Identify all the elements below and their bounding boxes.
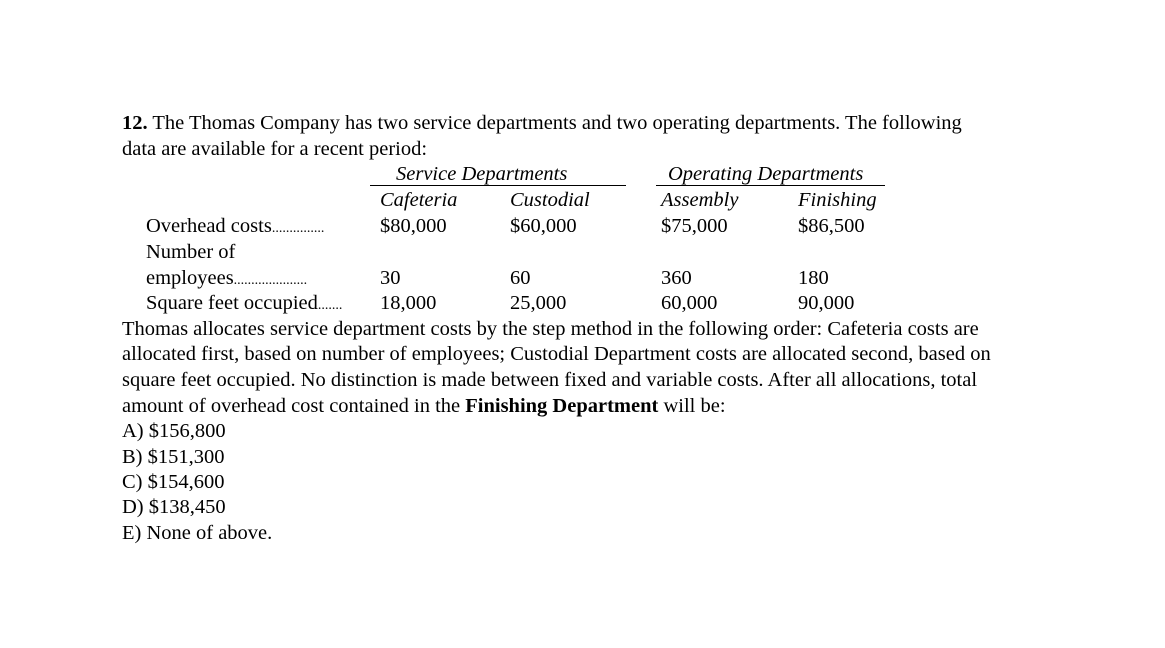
body-line-3: square feet occupied. No distinction is made between fixed and variable costs. After all allocations, total xyxy=(122,369,978,391)
row-sqft-label xyxy=(146,293,342,314)
column-cafeteria: Cafeteria xyxy=(380,189,458,211)
row-overhead-leader: ............... xyxy=(271,221,325,236)
overhead-custodial: $60,000 xyxy=(510,215,577,237)
sqft-cafeteria: 18,000 xyxy=(380,292,437,314)
employees-custodial: 60 xyxy=(510,267,531,289)
sqft-finishing: 90,000 xyxy=(798,292,855,314)
option-b: B) $151,300 xyxy=(122,446,225,468)
row-sqft-text: Square feet occupied xyxy=(146,292,318,314)
row-overhead-label xyxy=(146,216,324,237)
body-line-1: Thomas allocates service department costs by the step method in the following order: Cafeteria costs are xyxy=(122,318,979,340)
row-overhead-text: Overhead costs xyxy=(146,215,272,237)
question-line-1 xyxy=(122,113,962,134)
question-number: 12. xyxy=(122,112,148,134)
service-header-rule xyxy=(370,185,626,186)
option-a: A) $156,800 xyxy=(122,420,226,442)
option-d: D) $138,450 xyxy=(122,496,226,518)
overhead-assembly: $75,000 xyxy=(661,215,728,237)
body-line-4-pre: amount of overhead cost contained in the xyxy=(122,395,466,417)
row-sqft-leader: ....... xyxy=(317,298,343,313)
overhead-finishing: $86,500 xyxy=(798,215,865,237)
column-custodial: Custodial xyxy=(510,189,590,211)
operating-header-rule xyxy=(656,185,885,186)
sqft-custodial: 25,000 xyxy=(510,292,567,314)
overhead-cafeteria: $80,000 xyxy=(380,215,447,237)
option-c: C) $154,600 xyxy=(122,471,225,493)
body-line-2: allocated first, based on number of employees; Custodial Department costs are allocated second, based on xyxy=(122,343,991,365)
employees-assembly: 360 xyxy=(661,267,692,289)
column-finishing: Finishing xyxy=(798,189,877,211)
row-employees-leader: ..................... xyxy=(233,273,308,288)
question-intro-1: The Thomas Company has two service departments and two operating departments. The following xyxy=(152,112,962,134)
employees-cafeteria: 30 xyxy=(380,267,401,289)
row-employees-label xyxy=(146,268,307,289)
column-assembly: Assembly xyxy=(661,189,739,211)
question-intro-2: data are available for a recent period: xyxy=(122,138,428,160)
body-line-4-bold: Finishing Department xyxy=(465,395,659,417)
option-e: E) None of above. xyxy=(122,522,273,544)
operating-departments-header: Operating Departments xyxy=(668,163,864,185)
service-departments-header: Service Departments xyxy=(396,163,568,185)
body-line-4-post: will be: xyxy=(658,395,726,417)
row-employees-text: employees xyxy=(146,267,234,289)
employees-finishing: 180 xyxy=(798,267,829,289)
row-employees-label-1: Number of xyxy=(146,241,236,263)
body-line-4 xyxy=(122,396,726,417)
sqft-assembly: 60,000 xyxy=(661,292,718,314)
